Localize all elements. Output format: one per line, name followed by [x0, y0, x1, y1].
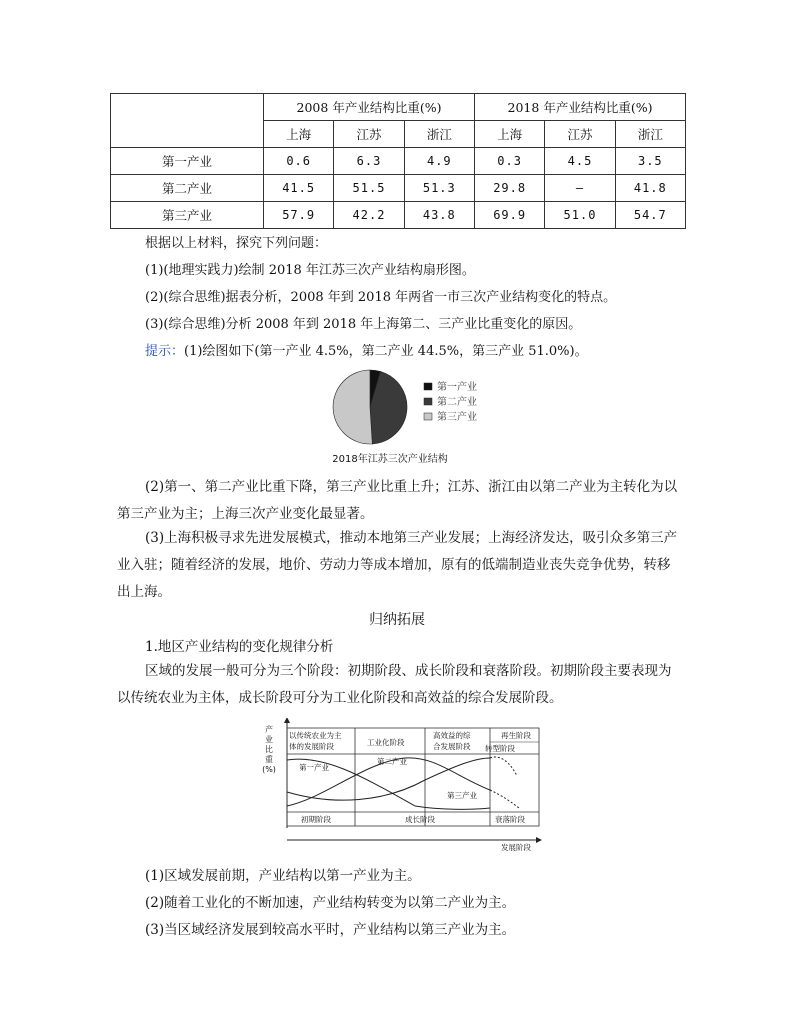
stage-label-regeneration: 再生阶段 — [501, 731, 531, 740]
table-cell: 3.5 — [615, 148, 685, 175]
table-cell: 29.8 — [474, 175, 544, 202]
summary-title: 归纳拓展 — [369, 612, 425, 628]
stage-label-high-benefit: 高效益的综 — [433, 731, 471, 740]
pie-slices — [333, 370, 407, 444]
table-cell: 43.8 — [404, 202, 474, 229]
hint-line — [145, 340, 588, 359]
legend-label-2: 第二产业 — [437, 397, 477, 408]
summary-subtitle: 1.地区产业结构的变化规律分析 — [145, 639, 334, 655]
table-cell: 0.6 — [264, 148, 334, 175]
table-cell: 51.5 — [334, 175, 404, 202]
answer-3: (3)上海积极寻求先进发展模式，推动本地第三产业发展；上海经济发达，吸引众多第三产业入驻；随着经济的发展，地价、劳动力等成本增加，原有的低端制造业丧失竞争优势，转移出上海。 — [117, 530, 678, 600]
legend-swatch-1 — [424, 383, 432, 390]
table-cell: 51.3 — [404, 175, 474, 202]
row-label: 第三产业 — [111, 202, 264, 229]
pie-chart — [320, 360, 500, 470]
question-3: (3)(综合思维)分析 2008 年到 2018 年上海第二、三产业比重变化的原因。 — [145, 317, 582, 332]
stage-label-growth: 成长阶段 — [405, 815, 435, 824]
y-label-char: (%) — [262, 765, 276, 774]
table-corner — [111, 94, 264, 148]
y-label-char: 业 — [265, 735, 273, 744]
region-cell: 浙江 — [615, 121, 685, 148]
questions-intro: 根据以上材料，探究下列问题： — [145, 236, 328, 251]
region-cell: 上海 — [474, 121, 544, 148]
header-2008: 2008 年产业结构比重(%) — [264, 94, 475, 121]
question-2: (2)(综合思维)据表分析，2008 年到 2018 年两省一市三次产业结构变化的特点。 — [145, 290, 617, 305]
legend-swatch-2 — [424, 398, 432, 405]
stage-label-transition: 转型阶段 — [485, 744, 515, 753]
table-cell: 42.2 — [334, 202, 404, 229]
legend-label-1: 第一产业 — [437, 382, 477, 393]
table-row — [111, 148, 686, 175]
y-label-char: 比 — [265, 745, 273, 754]
table-cell: 4.9 — [404, 148, 474, 175]
industry-structure-table — [110, 93, 686, 229]
table-cell: 57.9 — [264, 202, 334, 229]
header-2018: 2018 年产业结构比重(%) — [474, 94, 685, 121]
svg-text:体的发展阶段: 体的发展阶段 — [289, 742, 334, 751]
table-cell: 0.3 — [474, 148, 544, 175]
hint-label: 提示： — [145, 344, 185, 359]
y-label-char: 重 — [265, 755, 273, 764]
pie-legend — [424, 380, 477, 423]
question-1: (1)(地理实践力)绘制 2018 年江苏三次产业结构扇形图。 — [145, 263, 475, 278]
stage-label-industrial: 工业化阶段 — [367, 738, 405, 747]
table-cell: 6.3 — [334, 148, 404, 175]
curve-label-primary: 第一产业 — [299, 763, 329, 772]
legend-label-3: 第三产业 — [437, 412, 477, 423]
table-cell: 41.5 — [264, 175, 334, 202]
curve-label-secondary: 第二产业 — [377, 757, 407, 766]
region-cell: 江苏 — [334, 121, 404, 148]
summary-point-3: (3)当区域经济发展到较高水平时，产业结构以第三产业为主。 — [145, 922, 516, 938]
table-cell: 51.0 — [545, 202, 615, 229]
pie-slice-3 — [333, 370, 372, 444]
stage-label-initial: 初期阶段 — [301, 815, 331, 824]
table-cell: 54.7 — [615, 202, 685, 229]
row-label: 第一产业 — [111, 148, 264, 175]
table-cell: 69.9 — [474, 202, 544, 229]
table-cell: 41.8 — [615, 175, 685, 202]
stage-diagram — [255, 718, 545, 853]
stage-label-traditional: 以传统农业为主 — [289, 731, 342, 740]
table-row — [111, 175, 686, 202]
table-cell: 4.5 — [545, 148, 615, 175]
region-cell: 浙江 — [404, 121, 474, 148]
region-cell: 上海 — [264, 121, 334, 148]
summary-point-2: (2)随着工业化的不断加速，产业结构转变为以第二产业为主。 — [145, 895, 516, 911]
stage-label-decline: 衰落阶段 — [495, 815, 525, 824]
table-cell: — — [545, 175, 615, 202]
hint-text: (1)绘图如下(第一产业 4.5%，第二产业 44.5%，第三产业 51.0%)。 — [184, 344, 588, 359]
curve-label-tertiary: 第三产业 — [447, 791, 477, 800]
svg-text:合发展阶段: 合发展阶段 — [433, 742, 471, 751]
region-cell: 江苏 — [545, 121, 615, 148]
summary-point-1: (1)区域发展前期，产业结构以第一产业为主。 — [145, 868, 421, 884]
legend-swatch-3 — [424, 413, 432, 420]
summary-paragraph: 区域的发展一般可分为三个阶段：初期阶段、成长阶段和衰落阶段。初期阶段主要表现为以传统农业为主体，成长阶段可分为工业化阶段和高效益的综合发展阶段。 — [117, 663, 672, 706]
answer-2: (2)第一、第二产业比重下降，第三产业比重上升；江苏、浙江由以第二产业为主转化为以第三产业为主；上海三次产业变化最显著。 — [117, 479, 678, 522]
x-axis-label: 发展阶段 — [501, 843, 531, 852]
y-label-char: 产 — [265, 725, 273, 734]
pie-title: 2018年江苏三次产业结构 — [332, 454, 448, 465]
table-row — [111, 202, 686, 229]
row-label: 第二产业 — [111, 175, 264, 202]
